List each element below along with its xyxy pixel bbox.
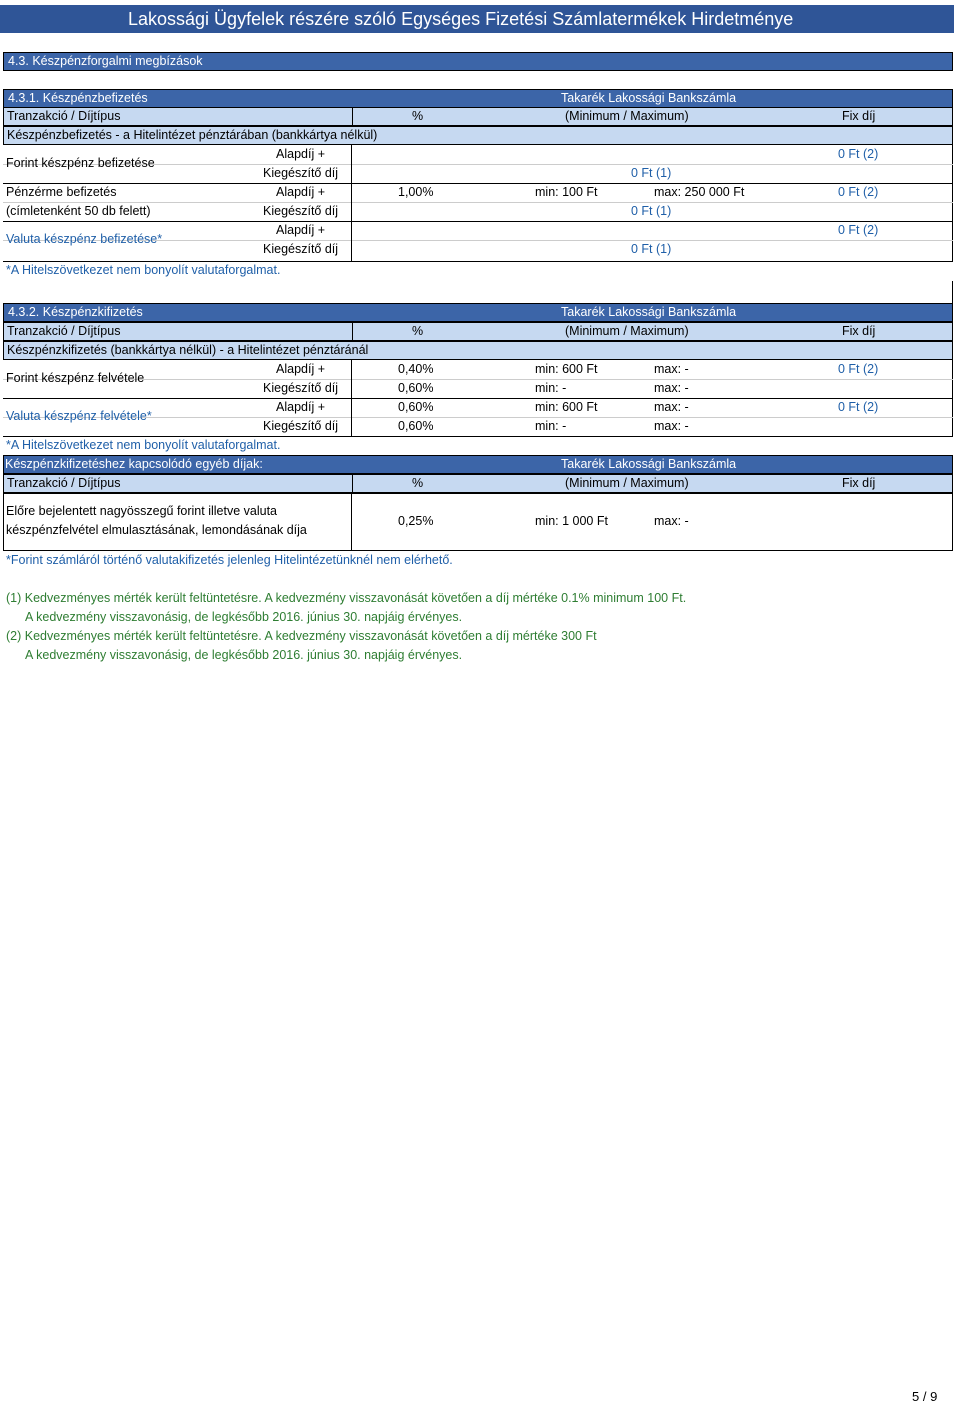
footnote-1-validity: A kedvezmény visszavonásig, de legkésőbb 2016. június 30. napjáig érvényes. (25, 610, 463, 624)
deposit-coin-pct: 1,00% (398, 185, 434, 199)
section-header: 4.3. Készpénzforgalmi megbízások (3, 52, 953, 71)
withdrawal-column-header (3, 322, 953, 341)
withdrawal-section-title: 4.3.2. Készpénzkifizetés (8, 305, 143, 319)
deposit-fx-extra: Kiegészítő díj (263, 242, 339, 256)
col-pct: % (412, 476, 424, 490)
page-number: 5 / 9 (912, 1389, 938, 1404)
other-column-header (3, 474, 953, 493)
withdrawal-product-name: Takarék Lakossági Bankszámla (561, 305, 737, 319)
other-product-name: Takarék Lakossági Bankszámla (561, 457, 737, 471)
deposit-huf-base-fix: 0 Ft (2) (838, 147, 879, 161)
deposit-coin-extra-val: 0 Ft (1) (631, 204, 672, 218)
deposit-huf-label: Forint készpénz befizetése (6, 156, 155, 170)
withdrawal-fx-extra-max: max: - (654, 419, 689, 433)
deposit-column-header (3, 107, 953, 126)
deposit-huf-base: Alapdíj + (276, 147, 325, 161)
withdrawal-huf-base-fix: 0 Ft (2) (838, 362, 879, 376)
footnote-2: (2) Kedvezményes mérték került feltüntetésre. A kedvezmény visszavonását követően a díj mértéke 300 Ft (6, 629, 597, 643)
col-pct: % (412, 109, 424, 123)
deposit-coin-max: max: 250 000 Ft (654, 185, 745, 199)
withdrawal-fx-label: Valuta készpénz felvétele* (6, 409, 152, 423)
other-fees-header (3, 455, 953, 474)
other-row-pct: 0,25% (398, 514, 434, 528)
deposit-coin-label-2: (címletenként 50 db felett) (6, 204, 151, 218)
deposit-fx-base-fix: 0 Ft (2) (838, 223, 879, 237)
withdrawal-fx-base-max: max: - (654, 400, 689, 414)
withdrawal-huf-label: Forint készpénz felvétele (6, 371, 145, 385)
withdrawal-fx-base-pct: 0,60% (398, 400, 434, 414)
other-row-label: Előre bejelentett nagyösszegű forint illetve valuta (6, 504, 277, 518)
withdrawal-subheader: Készpénzkifizetés (bankkártya nélkül) - a Hitelintézet pénztáránál (3, 341, 953, 360)
other-row-min: min: 1 000 Ft (535, 514, 608, 528)
withdrawal-fx-base-fix: 0 Ft (2) (838, 400, 879, 414)
deposit-section-title: 4.3.1. Készpénzbefizetés (8, 91, 148, 105)
footnote-1: (1) Kedvezményes mérték került feltüntetésre. A kedvezmény visszavonását követően a díj mértéke 0.1% minimum 100 Ft. (6, 591, 687, 605)
withdrawal-fx-extra: Kiegészítő díj (263, 419, 339, 433)
other-fees-title: Készpénzkifizetéshez kapcsolódó egyéb díjak: (5, 457, 263, 471)
footnote-2-validity: A kedvezmény visszavonásig, de legkésőbb 2016. június 30. napjáig érvényes. (25, 648, 463, 662)
withdrawal-huf-base-min: min: 600 Ft (535, 362, 598, 376)
col-fix: Fix díj (842, 109, 876, 123)
deposit-huf-extra: Kiegészítő díj (263, 166, 339, 180)
withdrawal-huf-extra-max: max: - (654, 381, 689, 395)
col-minmax: (Minimum / Maximum) (565, 324, 689, 338)
deposit-note: *A Hitelszövetkezet nem bonyolít valutaforgalmat. (6, 263, 281, 277)
other-row-max: max: - (654, 514, 689, 528)
withdrawal-huf-extra-min: min: - (535, 381, 567, 395)
col-type: Tranzakció / Díjtípus (7, 324, 121, 338)
deposit-coin-base-fix: 0 Ft (2) (838, 185, 879, 199)
withdrawal-fx-extra-min: min: - (535, 419, 567, 433)
deposit-huf-extra-val: 0 Ft (1) (631, 166, 672, 180)
deposit-fx-extra-val: 0 Ft (1) (631, 242, 672, 256)
withdrawal-section-header (3, 303, 953, 322)
col-minmax: (Minimum / Maximum) (565, 476, 689, 490)
withdrawal-huf-base-max: max: - (654, 362, 689, 376)
deposit-section-header (3, 89, 953, 108)
withdrawal-fx-base: Alapdíj + (276, 400, 325, 414)
col-minmax: (Minimum / Maximum) (565, 109, 689, 123)
col-type: Tranzakció / Díjtípus (7, 109, 121, 123)
withdrawal-fx-extra-pct: 0,60% (398, 419, 434, 433)
col-fix: Fix díj (842, 476, 876, 490)
other-note: *Forint számláról történő valutakifizetés jelenleg Hitelintézetünknél nem elérhető. (6, 553, 453, 567)
deposit-coin-extra: Kiegészítő díj (263, 204, 339, 218)
deposit-coin-min: min: 100 Ft (535, 185, 598, 199)
document-title: Lakossági Ügyfelek részére szóló Egységes Fizetési Számlatermékek Hirdetménye (0, 5, 954, 33)
withdrawal-huf-extra: Kiegészítő díj (263, 381, 339, 395)
other-row-label-2: készpénzfelvétel elmulasztásának, lemondásának díja (6, 523, 307, 537)
col-fix: Fix díj (842, 324, 876, 338)
col-pct: % (412, 324, 424, 338)
deposit-coin-label: Pénzérme befizetés (6, 185, 117, 199)
withdrawal-note: *A Hitelszövetkezet nem bonyolít valutaforgalmat. (6, 438, 281, 452)
withdrawal-fx-base-min: min: 600 Ft (535, 400, 598, 414)
deposit-fx-base: Alapdíj + (276, 223, 325, 237)
col-type: Tranzakció / Díjtípus (7, 476, 121, 490)
withdrawal-huf-base-pct: 0,40% (398, 362, 434, 376)
withdrawal-huf-extra-pct: 0,60% (398, 381, 434, 395)
deposit-product-name: Takarék Lakossági Bankszámla (561, 91, 737, 105)
deposit-coin-base: Alapdíj + (276, 185, 325, 199)
deposit-subheader: Készpénzbefizetés - a Hitelintézet pénztárában (bankkártya nélkül) (3, 126, 953, 145)
withdrawal-huf-base: Alapdíj + (276, 362, 325, 376)
deposit-fx-label: Valuta készpénz befizetése* (6, 232, 163, 246)
